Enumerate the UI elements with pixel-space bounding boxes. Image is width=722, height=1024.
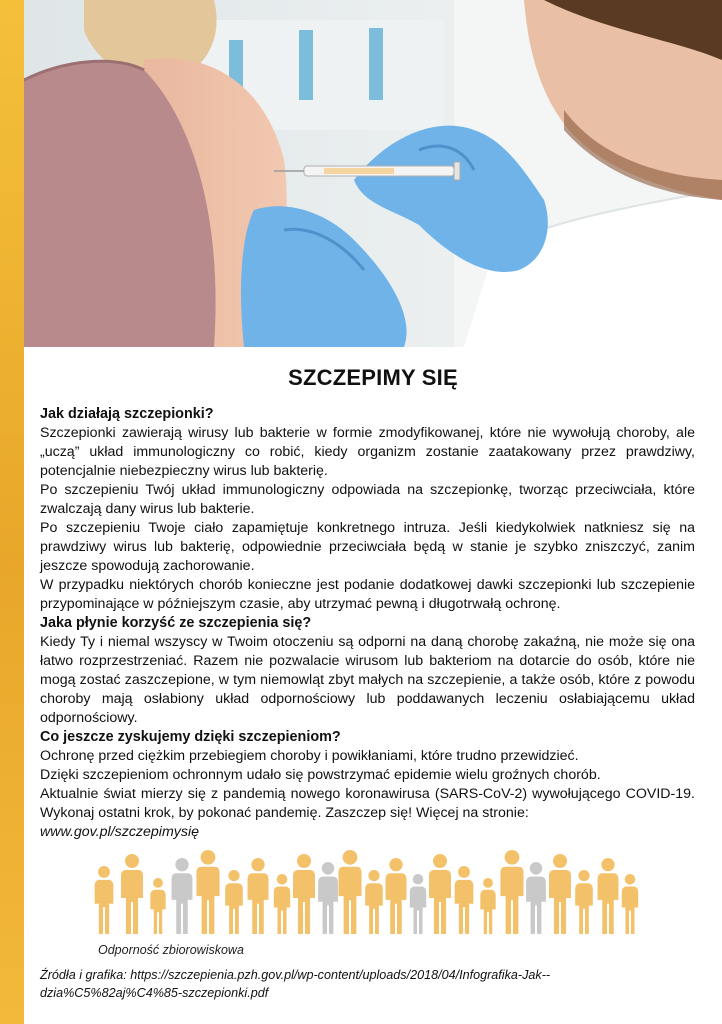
paragraph: W przypadku niektórych chorób konieczne jest podanie dodatkowej dawki szczepionki lub szczepienie przypominające w późniejszym czasie, aby utrzymać pewną i długotrwałą ochronę.: [40, 577, 695, 612]
person-icon: [575, 870, 593, 934]
page-title: SZCZEPIMY SIĘ: [288, 365, 458, 390]
person-icon: [248, 858, 269, 934]
website-link[interactable]: www.gov.pl/szczepimysię: [40, 824, 199, 840]
section-heading: Co jeszcze zyskujemy dzięki szczepieniom?: [40, 729, 341, 745]
person-icon: [225, 870, 243, 934]
section-heading: Jaka płynie korzyść ze szczepienia się?: [40, 615, 312, 631]
person-icon: [598, 858, 619, 934]
article-content: [40, 405, 695, 842]
person-icon: [318, 862, 338, 934]
accent-side-bar: [0, 0, 24, 1024]
source-note: Źródła i grafika: https://szczepienia.pzh.gov.pl/wp-content/uploads/2018/04/Infografika-Jak--dzia%C5%82aj%C4%85-szczepionki.pdf: [40, 968, 551, 1000]
person-icon: [121, 854, 143, 934]
person-icon: [549, 854, 571, 934]
person-icon: [95, 866, 114, 934]
person-icon: [196, 850, 219, 934]
person-icon: [338, 850, 361, 934]
person-icon: [274, 874, 291, 934]
section-heading: Jak działają szczepionki?: [40, 406, 214, 422]
person-icon: [526, 862, 546, 934]
person-icon: [150, 878, 165, 934]
paragraph: Ochronę przed ciężkim przebiegiem choroby i powikłaniami, które trudno przewidzieć.: [40, 748, 579, 764]
paragraph: Po szczepieniu Twój układ immunologiczny odpowiada na szczepionkę, tworząc przeciwciała, które zwalczają dany wirus lub bakterie.: [40, 482, 695, 517]
person-icon: [172, 858, 193, 934]
paragraph: Aktualnie świat mierzy się z pandemią nowego koronawirusa (SARS-CoV-2) wywołującego COVID-19. Wykonaj ostatni krok, by pokonać pandemię. Zaszczep się! Więcej na stronie:: [40, 786, 695, 821]
paragraph: Kiedy Ty i niemal wszyscy w Twoim otoczeniu są odporni na daną chorobę zakaźną, nie może się ona łatwo rozprzestrzeniać. Razem nie pozwalacie wirusom lub bakteriom na dotarcie do osób, które nie mogą zostać zaszczepione, w tym niemowląt zbyt małych na szczepienie, a także osób, które z powodu choroby mają osłabiony układ odpornościowy lub poddawanych leczeniu osłabiającemu układ odpornościowy.: [40, 634, 695, 726]
person-icon: [365, 870, 383, 934]
paragraph: Dzięki szczepieniom ochronnym udało się powstrzymać epidemie wielu groźnych chorób.: [40, 767, 601, 783]
person-icon: [500, 850, 523, 934]
crowd-caption: Odporność zbiorowiskowa: [98, 943, 244, 957]
paragraph: Po szczepieniu Twoje ciało zapamiętuje konkretnego intruza. Jeśli kiedykolwiek natkniesz się na prawdziwy wirus lub bakterię, odpowiednie przeciwciała będą w stanie je szybko zniszczyć, zanim jeszcze spowodują zachorowanie.: [40, 520, 695, 574]
person-icon: [429, 854, 451, 934]
vaccination-photo: [24, 0, 722, 347]
person-icon: [622, 874, 639, 934]
person-icon: [386, 858, 407, 934]
vaccination-illustration: [24, 0, 722, 347]
paragraph: Szczepionki zawierają wirusy lub bakterie w formie zmodyfikowanej, które nie wywołują choroby, ale „uczą” układ immunologiczny co robić, kiedy organizm zostanie zaatakowany przez prawdziwy, potencjalnie niebezpieczny wirus lub bakterię.: [40, 425, 695, 479]
person-icon: [455, 866, 474, 934]
person-icon: [410, 874, 427, 934]
person-icon: [293, 854, 315, 934]
person-icon: [480, 878, 495, 934]
herd-immunity-crowd-graphic: [92, 842, 640, 934]
